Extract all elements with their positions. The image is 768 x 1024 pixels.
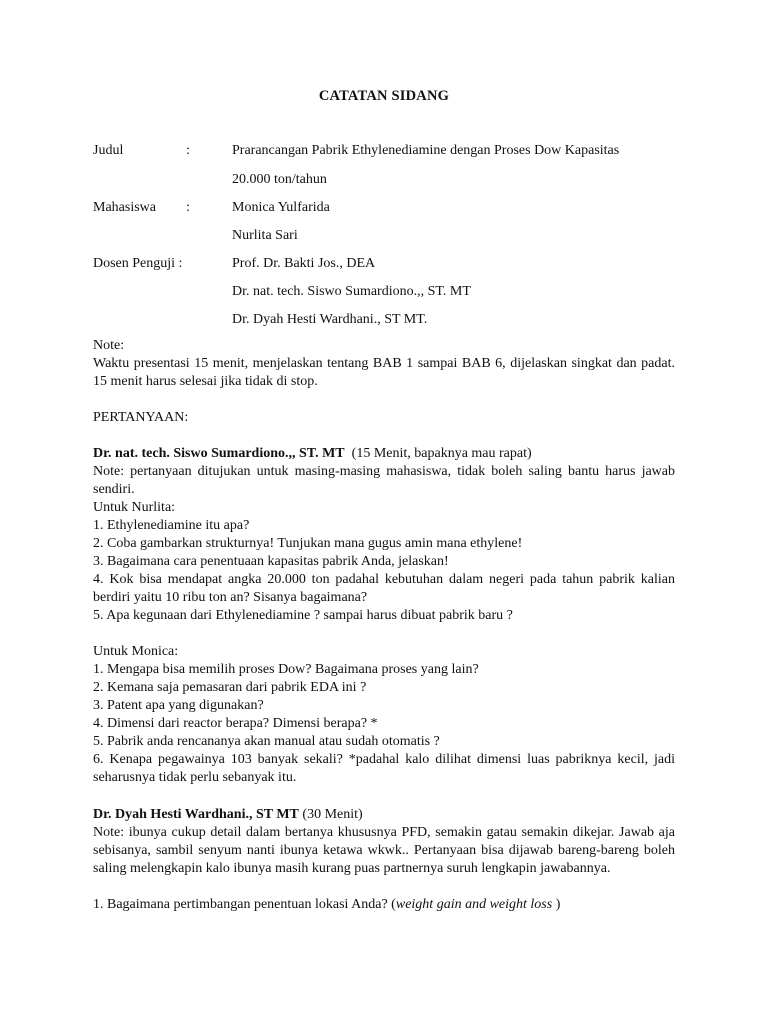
list-item xyxy=(93,896,675,914)
monica-label: Untuk Monica: xyxy=(93,644,179,659)
examiner-time: (30 Menit) xyxy=(302,807,363,822)
nurlita-label: Untuk Nurlita: xyxy=(93,500,176,515)
section-note: Note: ibunya cukup detail dalam bertanya khususnya PFD, semakin gatau semakin dikejar. Jawab aja sebisanya, sambil senyum nanti ibunya ketawa wkwk.. Pertanyaan bisa dijawab bareng-bareng boleh saling melengkapin kalo ibunya masih kurang puas partnernya suruh lengkapin jawabannya. xyxy=(93,825,675,876)
examiner-time: (15 Menit, bapaknya mau rapat) xyxy=(351,446,532,461)
examiner-name: Dr. nat. tech. Siswo Sumardiono.,, ST. MT xyxy=(93,446,345,461)
mahasiswa-colon: : xyxy=(186,200,190,215)
section-header xyxy=(93,806,675,824)
mahasiswa-2: Nurlita Sari xyxy=(232,228,298,243)
list-item: 3. Bagaimana cara penentuaan kapasitas pabrik Anda, jelaskan! xyxy=(93,554,449,569)
note-block xyxy=(93,337,675,391)
judul-value-line1: Prarancangan Pabrik Ethylenediamine dengan Proses Dow Kapasitas xyxy=(232,143,620,158)
section-header xyxy=(93,445,675,463)
list-item: 3. Patent apa yang digunakan? xyxy=(93,698,264,713)
list-item: 5. Pabrik anda rencananya akan manual atau sudah otomatis ? xyxy=(93,734,440,749)
note-text: Waktu presentasi 15 menit, menjelaskan tentang BAB 1 sampai BAB 6, dijelaskan singkat dan padat. 15 menit harus selesai jika tidak di stop. xyxy=(93,356,675,389)
page-title: CATATAN SIDANG xyxy=(318,88,450,104)
section-siswo xyxy=(93,445,675,787)
question-italic: weight gain and weight loss xyxy=(395,897,553,912)
list-item: 2. Kemana saja pemasaran dari pabrik EDA ini ? xyxy=(93,680,367,695)
section-dyah xyxy=(93,806,675,914)
judul-colon: : xyxy=(186,143,190,158)
question-prefix: 1. Bagaimana pertimbangan penentuan lokasi Anda? ( xyxy=(93,897,396,912)
section-note: Note: pertanyaan ditujukan untuk masing-masing mahasiswa, tidak boleh saling bantu harus jawab sendiri. xyxy=(93,464,675,497)
list-item: 6. Kenapa pegawainya 103 banyak sekali? *padahal kalo dilihat dimensi luas pabriknya kecil, jadi seharusnya tidak perlu sebanyak itu. xyxy=(93,752,675,785)
pertanyaan-heading: PERTANYAAN: xyxy=(93,410,189,425)
list-item: 2. Coba gambarkan strukturnya! Tunjukan mana gugus amin mana ethylene! xyxy=(93,536,523,551)
mahasiswa-label: Mahasiswa xyxy=(93,200,156,215)
list-item: 4. Dimensi dari reactor berapa? Dimensi berapa? * xyxy=(93,716,378,731)
list-item: 4. Kok bisa mendapat angka 20.000 ton padahal kebutuhan dalam negeri pada tahun pabrik kalian berdiri yaitu 10 ribu ton an? Sisanya bagaimana? xyxy=(93,572,675,605)
dosen-1: Prof. Dr. Bakti Jos., DEA xyxy=(232,256,376,271)
question-suffix: ) xyxy=(552,897,561,912)
mahasiswa-1: Monica Yulfarida xyxy=(232,200,330,215)
dosen-label: Dosen Penguji : xyxy=(93,256,183,271)
dosen-3: Dr. Dyah Hesti Wardhani., ST MT. xyxy=(232,312,428,327)
list-item: 5. Apa kegunaan dari Ethylenediamine ? sampai harus dibuat pabrik baru ? xyxy=(93,608,513,623)
note-label: Note: xyxy=(93,338,125,353)
list-item: 1. Mengapa bisa memilih proses Dow? Bagaimana proses yang lain? xyxy=(93,662,479,677)
judul-label: Judul xyxy=(93,143,124,158)
judul-value-line2: 20.000 ton/tahun xyxy=(232,172,327,187)
examiner-name: Dr. Dyah Hesti Wardhani., ST MT xyxy=(93,807,299,822)
dosen-2: Dr. nat. tech. Siswo Sumardiono.,, ST. MT xyxy=(232,284,471,299)
spacer xyxy=(93,878,675,896)
list-item: 1. Ethylenediamine itu apa? xyxy=(93,518,250,533)
spacer xyxy=(93,625,675,643)
